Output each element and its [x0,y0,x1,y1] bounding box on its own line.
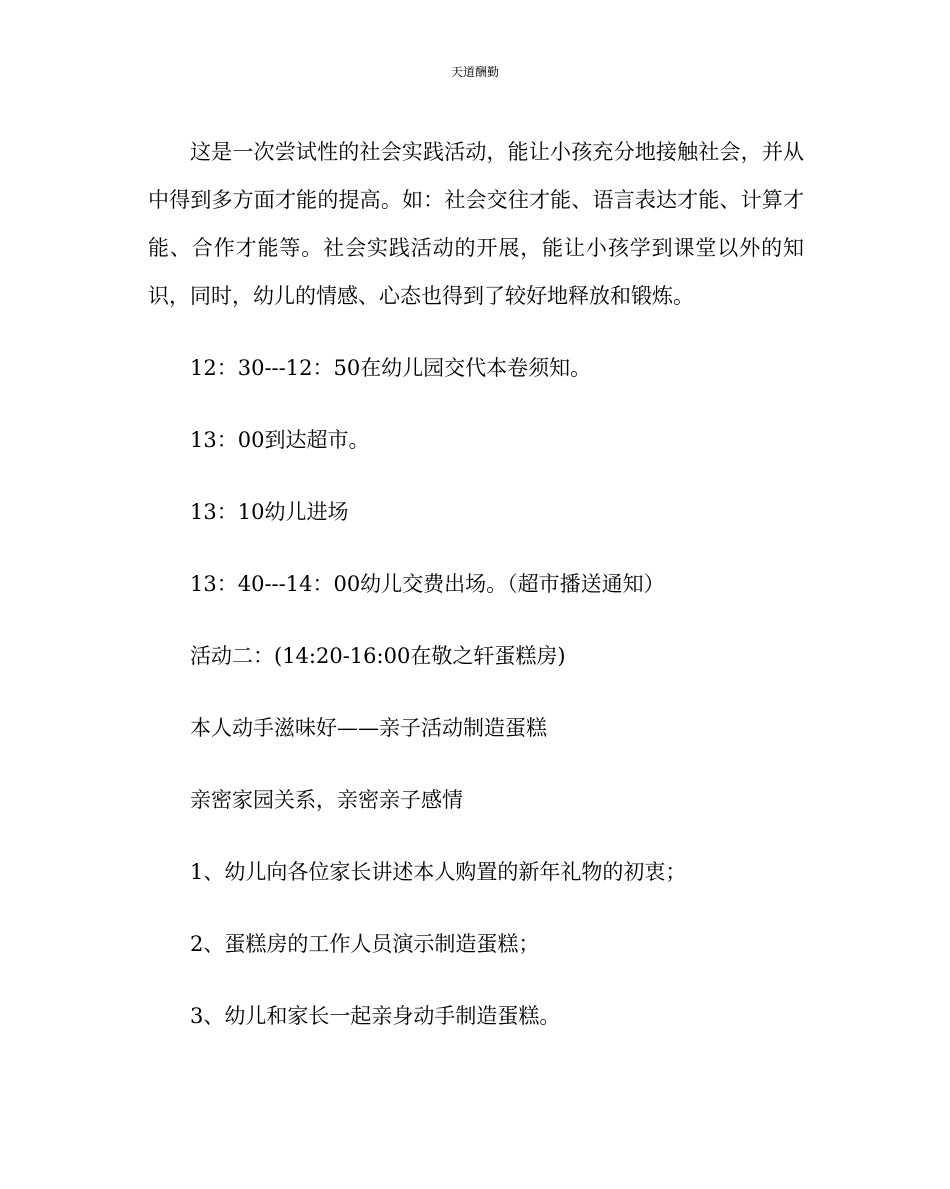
activity-step-2: 2、蛋糕房的工作人员演示制造蛋糕； [190,932,540,956]
activity-two-goal: 亲密家园关系，亲密亲子感情 [190,788,463,812]
activity-step-1: 1、幼儿向各位家长讲述本人购置的新年礼物的初衷； [190,860,687,884]
schedule-line-1300: 13：00到达超市。 [190,428,370,452]
schedule-line-1310: 13：10幼儿进场 [190,500,349,524]
activity-two-title: 本人动手滋味好——亲子活动制造蛋糕 [190,716,547,740]
page-header: 天道酬勤 [450,65,499,79]
document-body [148,128,804,1052]
schedule-line-1230: 12：30---12：50在幼儿园交代本卷须知。 [190,356,592,380]
activity-two-heading: 活动二：(14:20-16:00在敬之轩蛋糕房) [190,644,566,668]
schedule-line-1340: 13：40---14：00幼儿交费出场。（超市播送通知） [190,572,665,596]
activity-step-3: 3、幼儿和家长一起亲身动手制造蛋糕。 [190,1004,561,1028]
intro-paragraph: 这是一次尝试性的社会实践活动，能让小孩充分地接触社会，并从中得到多方面才能的提高。如：社会交往才能、语言表达才能、计算才能、合作才能等。社会实践活动的开展，能让小孩学到课堂以外的知识，同时，幼儿的情感、心态也得到了较好地释放和锻炼。 [148,140,804,308]
